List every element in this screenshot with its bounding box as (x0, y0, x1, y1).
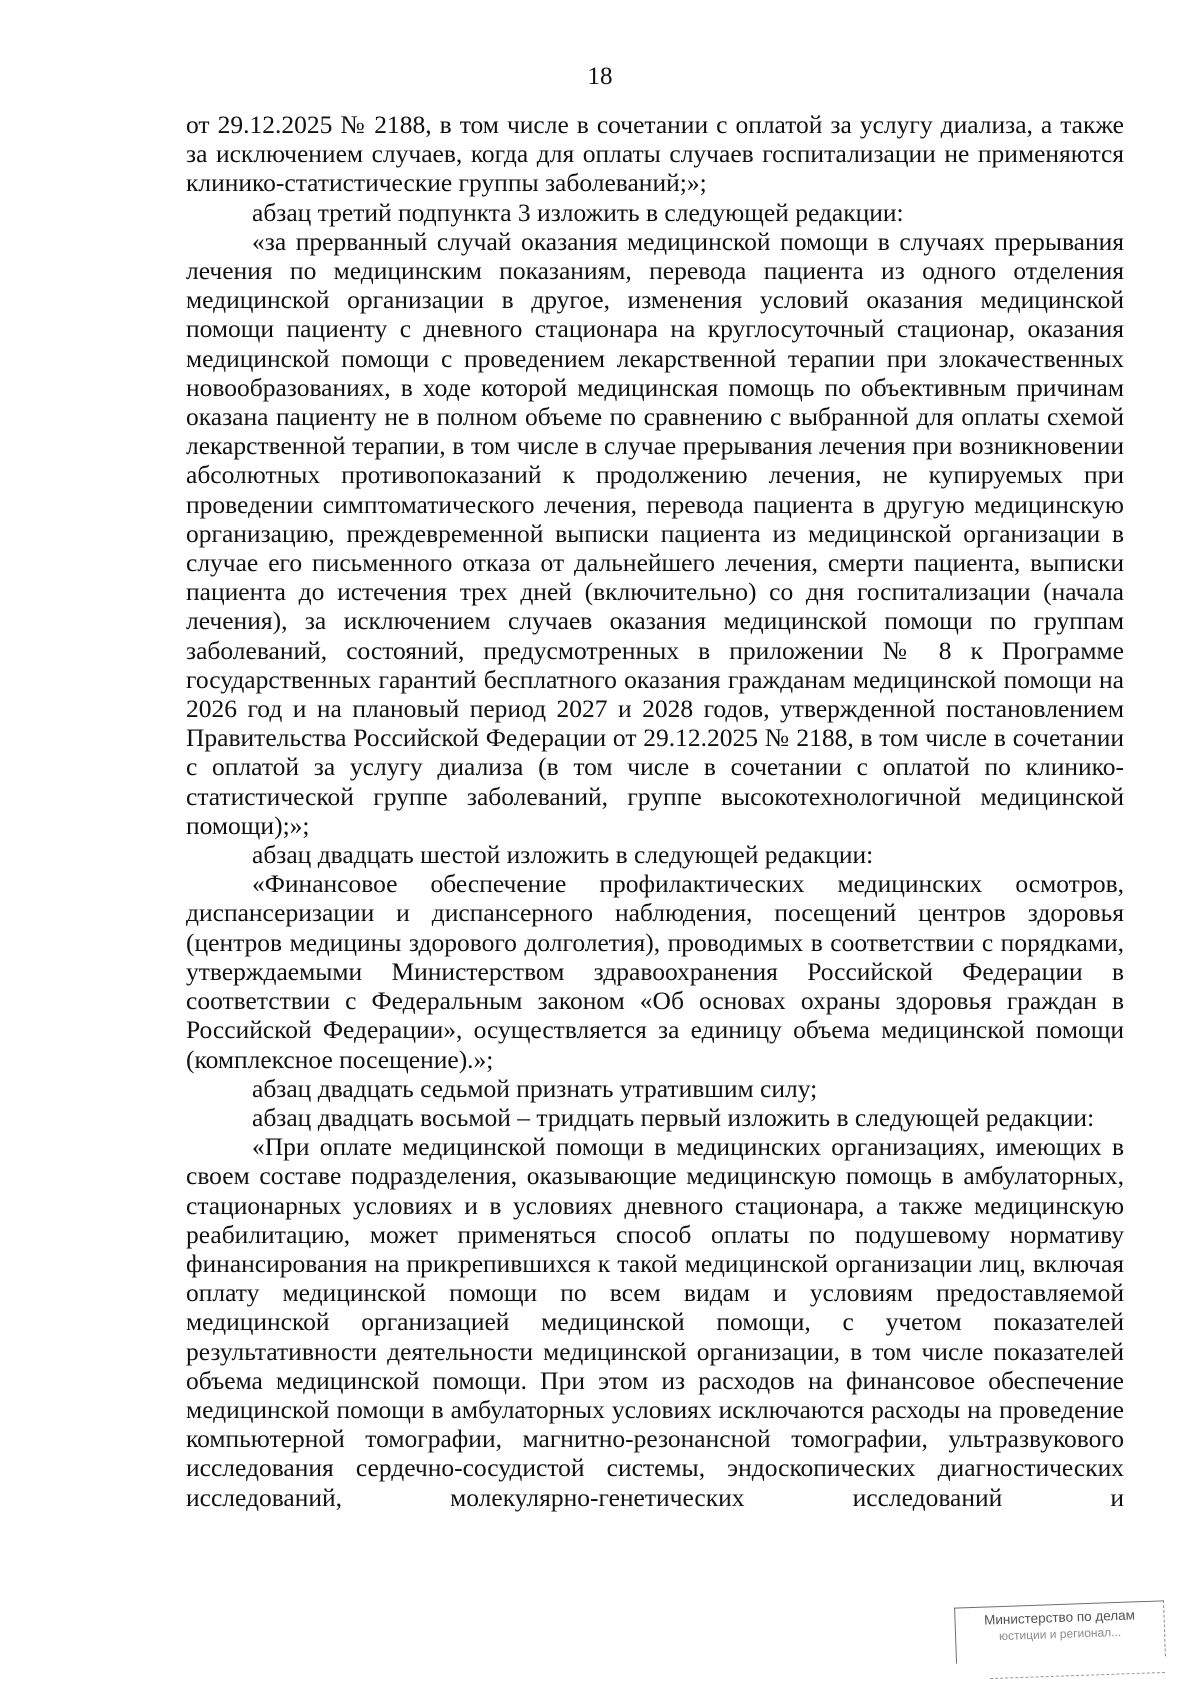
paragraph-quoted-text: «Финансовое обеспечение профилактических медицинских осмотров, диспансеризации и диспансерного наблюдения, посещений центров здоровья (центров медицины здорового долголетия), проводимых в соответствии с порядками, утверждаемыми Министерством здравоохранения Российской Федерации в соответствии с Федеральным законом «Об основах охраны здоровья граждан в Российской Федерации», осуществляется за единицу объема медицинской помощи (комплексное посещение).»; (186, 869, 1124, 1074)
paragraph-instruction: абзац двадцать восьмой – тридцать первый изложить в следующей редакции: (252, 1102, 1095, 1132)
paragraph-instruction: абзац двадцать шестой изложить в следующей редакции: (252, 840, 874, 870)
paragraph-instruction: абзац третий подпункта 3 изложить в следующей редакции: (252, 197, 904, 227)
stamp-line: Министерство по делам (983, 1607, 1136, 1628)
paragraph-quoted-text: «При оплате медицинской помощи в медицинских организациях, имеющих в своем составе подразделения, оказывающие медицинскую помощь в амбулаторных, стационарных условиях и в условиях дневного стационара, а также медицинскую реабилитацию, может применяться способ оплаты по подушевому нормативу финансирования на прикрепившихся к такой медицинской организации лиц, включая оплату медицинской помощи по всем видам и условиям предоставляемой медицинской организацией медицинской помощи, с учетом показателей результативности деятельности медицинской организации, в том числе показателей объема медицинской помощи. При этом из расходов на финансовое обеспечение медицинской помощи в амбулаторных условиях исключаются расходы на проведение компьютерной томографии, магнитно-резонансной томографии, ультразвукового исследования сердечно-сосудистой системы, эндоскопических диагностических исследований, молекулярно-генетических исследований и (186, 1132, 1124, 1512)
paragraph-instruction: абзац двадцать седьмой признать утратившим силу; (252, 1073, 818, 1103)
page-number: 18 (587, 63, 613, 90)
stamp-line: юстиции и регионал... (998, 1624, 1122, 1644)
paragraph-continuation: от 29.12.2025 № 2188, в том числе в сочетании с оплатой за услугу диализа, а также за исключением случаев, когда для оплаты случаев госпитализации не применяются клинико-статистические группы заболеваний;»; (186, 110, 1124, 198)
document-body (186, 110, 1124, 1512)
paragraph-quoted-text: «за прерванный случай оказания медицинской помощи в случаях прерывания лечения по медицинским показаниям, перевода пациента из одного отделения медицинской организации в другое, изменения условий оказания медицинской помощи пациенту с дневного стационара на круглосуточный стационар, оказания медицинской помощи с проведением лекарственной терапии при злокачественных новообразованиях, в ходе которой медицинская помощь по объективным причинам оказана пациенту не в полном объеме по сравнению с выбранной для оплаты схемой лекарственной терапии, в том числе в случае прерывания лечения при возникновении абсолютных противопоказаний к продолжению лечения, не купируемых при проведении симптоматического лечения, перевода пациента в другую медицинскую организацию, преждевременной выписки пациента из медицинской организации в случае его письменного отказа от дальнейшего лечения, смерти пациента, выписки пациента до истечения трех дней (включительно) со дня госпитализации (начала лечения), за исключением случаев оказания медицинской помощи по группам заболеваний, состояний, предусмотренных в приложении № 8 к Программе государственных гарантий бесплатного оказания гражданам медицинской помощи на 2026 год и на плановый период 2027 и 2028 годов, утвержденной постановлением Правительства Российской Федерации от 29.12.2025 № 2188, в том числе в сочетании с оплатой за услугу диализа (в том числе в сочетании с оплатой по клинико-статистической группе заболеваний, группе высокотехнологичной медицинской помощи);»; (186, 226, 1124, 840)
stamp-divider (990, 1672, 1165, 1679)
registration-stamp (954, 1600, 1166, 1663)
